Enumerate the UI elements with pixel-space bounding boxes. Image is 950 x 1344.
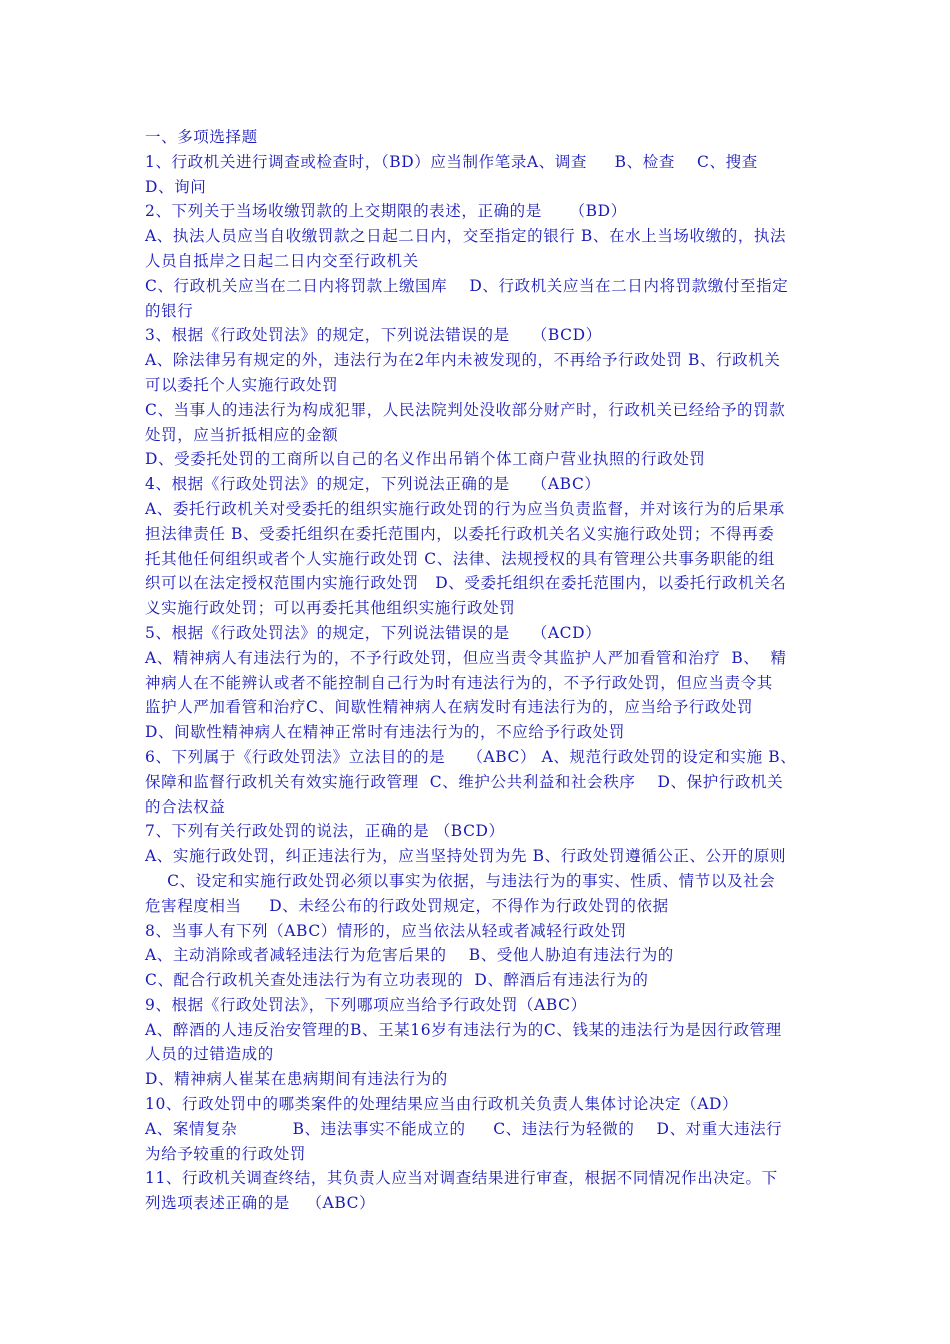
question-3-line-2: A、除法律另有规定的外，违法行为在2年内未被发现的，不再给予行政处罚 B、行政机关 [145,351,781,370]
question-5-line-4: 监护人严加看管和治疗C、间歇性精神病人在病发时有违法行为的，应当给予行政处罚 [145,698,754,717]
question-6-line-1: 6、下列属于《行政处罚法》立法目的的是 （ABC） A、规范行政处罚的设定和实施 B、 [145,747,797,766]
question-11-line-2: 列选项表述正确的是 （ABC） [145,1194,376,1213]
document-page [145,125,810,1216]
question-5-line-1: 5、根据《行政处罚法》的规定，下列说法错误的是 （ACD） [145,623,602,642]
question-2-line-3: 人员自抵岸之日起二日内交至行政机关 [145,251,419,270]
question-2-line-2: A、执法人员应当自收缴罚款之日起二日内，交至指定的银行 B、在水上当场收缴的，执法 [145,227,787,246]
question-2-line-1: 2、下列关于当场收缴罚款的上交期限的表述，正确的是 （BD） [145,202,627,221]
question-11-line-1: 11、行政机关调查终结，其负责人应当对调查结果进行审查，根据不同情况作出决定。下 [145,1169,778,1188]
question-8-line-2: A、主动消除或者减轻违法行为危害后果的 B、受他人胁迫有违法行为的 [145,946,674,965]
question-6-line-2: 保障和监督行政机关有效实施行政管理 C、维护公共利益和社会秩序 D、保护行政机关 [145,772,784,791]
question-3-line-1: 3、根据《行政处罚法》的规定，下列说法错误的是 （BCD） [145,326,602,345]
question-4-line-4: 托其他任何组织或者个人实施行政处罚 C、法律、法规授权的具有管理公共事务职能的组 [145,549,775,568]
question-5-line-2: A、精神病人有违法行为的，不予行政处罚，但应当责令其监护人严加看管和治疗 B、 精 [145,648,787,667]
question-3-line-4: C、当事人的违法行为构成犯罪，人民法院判处没收部分财产时，行政机关已经给予的罚款 [145,400,786,419]
section-heading: 一、多项选择题 [145,128,258,146]
question-4-line-6: 义实施行政处罚；可以再委托其他组织实施行政处罚 [145,599,516,618]
question-5-line-5: D、间歇性精神病人在精神正常时有违法行为的，不应给予行政处罚 [145,723,625,742]
question-8-line-1: 8、当事人有下列（ABC）情形的，应当依法从轻或者减轻行政处罚 [145,921,627,940]
question-2-line-4: C、行政机关应当在二日内将罚款上缴国库 D、行政机关应当在二日内将罚款缴付至指定 [145,276,789,295]
question-10-line-2: A、案情复杂 B、违法事实不能成立的 C、违法行为轻微的 D、对重大违法行 [145,1119,783,1138]
question-1-line-2: D、询问 [145,177,207,196]
question-10-line-3: 为给予较重的行政处罚 [145,1144,307,1163]
question-10-line-1: 10、行政处罚中的哪类案件的处理结果应当由行政机关负责人集体讨论决定（AD） [145,1095,739,1114]
question-6-line-3: 的合法权益 [145,797,226,816]
question-9-line-4: D、精神病人崔某在患病期间有违法行为的 [145,1070,448,1089]
question-9-line-3: 人员的过错造成的 [145,1045,274,1064]
question-5-line-3: 神病人在不能辨认或者不能控制自己行为时有违法行为的，不予行政处罚，但应当责令其 [145,673,773,692]
question-4-line-3: 担法律责任 B、受委托组织在委托范围内，以委托行政机关名义实施行政处罚；不得再委 [145,524,775,543]
question-7-line-2: A、实施行政处罚，纠正违法行为，应当坚持处罚为先 B、行政处罚遵循公正、公开的原则 [145,847,787,866]
question-7-line-1: 7、下列有关行政处罚的说法，正确的是 （BCD） [145,822,505,841]
question-3-line-5: 处罚，应当折抵相应的金额 [145,425,339,444]
question-4-line-5: 织可以在法定授权范围内实施行政处罚 D、受委托组织在委托范围内，以委托行政机关名 [145,574,787,593]
question-4-line-2: A、委托行政机关对受委托的组织实施行政处罚的行为应当负责监督，并对该行为的后果承 [145,499,785,518]
question-3-line-3: 可以委托个人实施行政处罚 [145,375,339,394]
question-2-line-5: 的银行 [145,301,194,320]
question-3-line-6: D、受委托处罚的工商所以自己的名义作出吊销个体工商户营业执照的行政处罚 [145,450,706,469]
question-8-line-3: C、配合行政机关查处违法行为有立功表现的 D、醉酒后有违法行为的 [145,971,649,990]
question-7-line-4: 危害程度相当 D、未经公布的行政处罚规定，不得作为行政处罚的依据 [145,896,669,915]
question-7-line-3: C、设定和实施行政处罚必须以事实为依据，与违法行为的事实、性质、情节以及社会 [145,871,776,890]
question-4-line-1: 4、根据《行政处罚法》的规定，下列说法正确的是 （ABC） [145,475,601,494]
question-1-line-1: 1、行政机关进行调查或检查时，（BD）应当制作笔录A、调查 B、检查 C、搜查 [145,152,758,171]
question-9-line-2: A、醉酒的人违反治安管理的B、王某16岁有违法行为的C、钱某的违法行为是因行政管理 [145,1020,782,1039]
question-9-line-1: 9、根据《行政处罚法》，下列哪项应当给予行政处罚（ABC） [145,995,587,1014]
